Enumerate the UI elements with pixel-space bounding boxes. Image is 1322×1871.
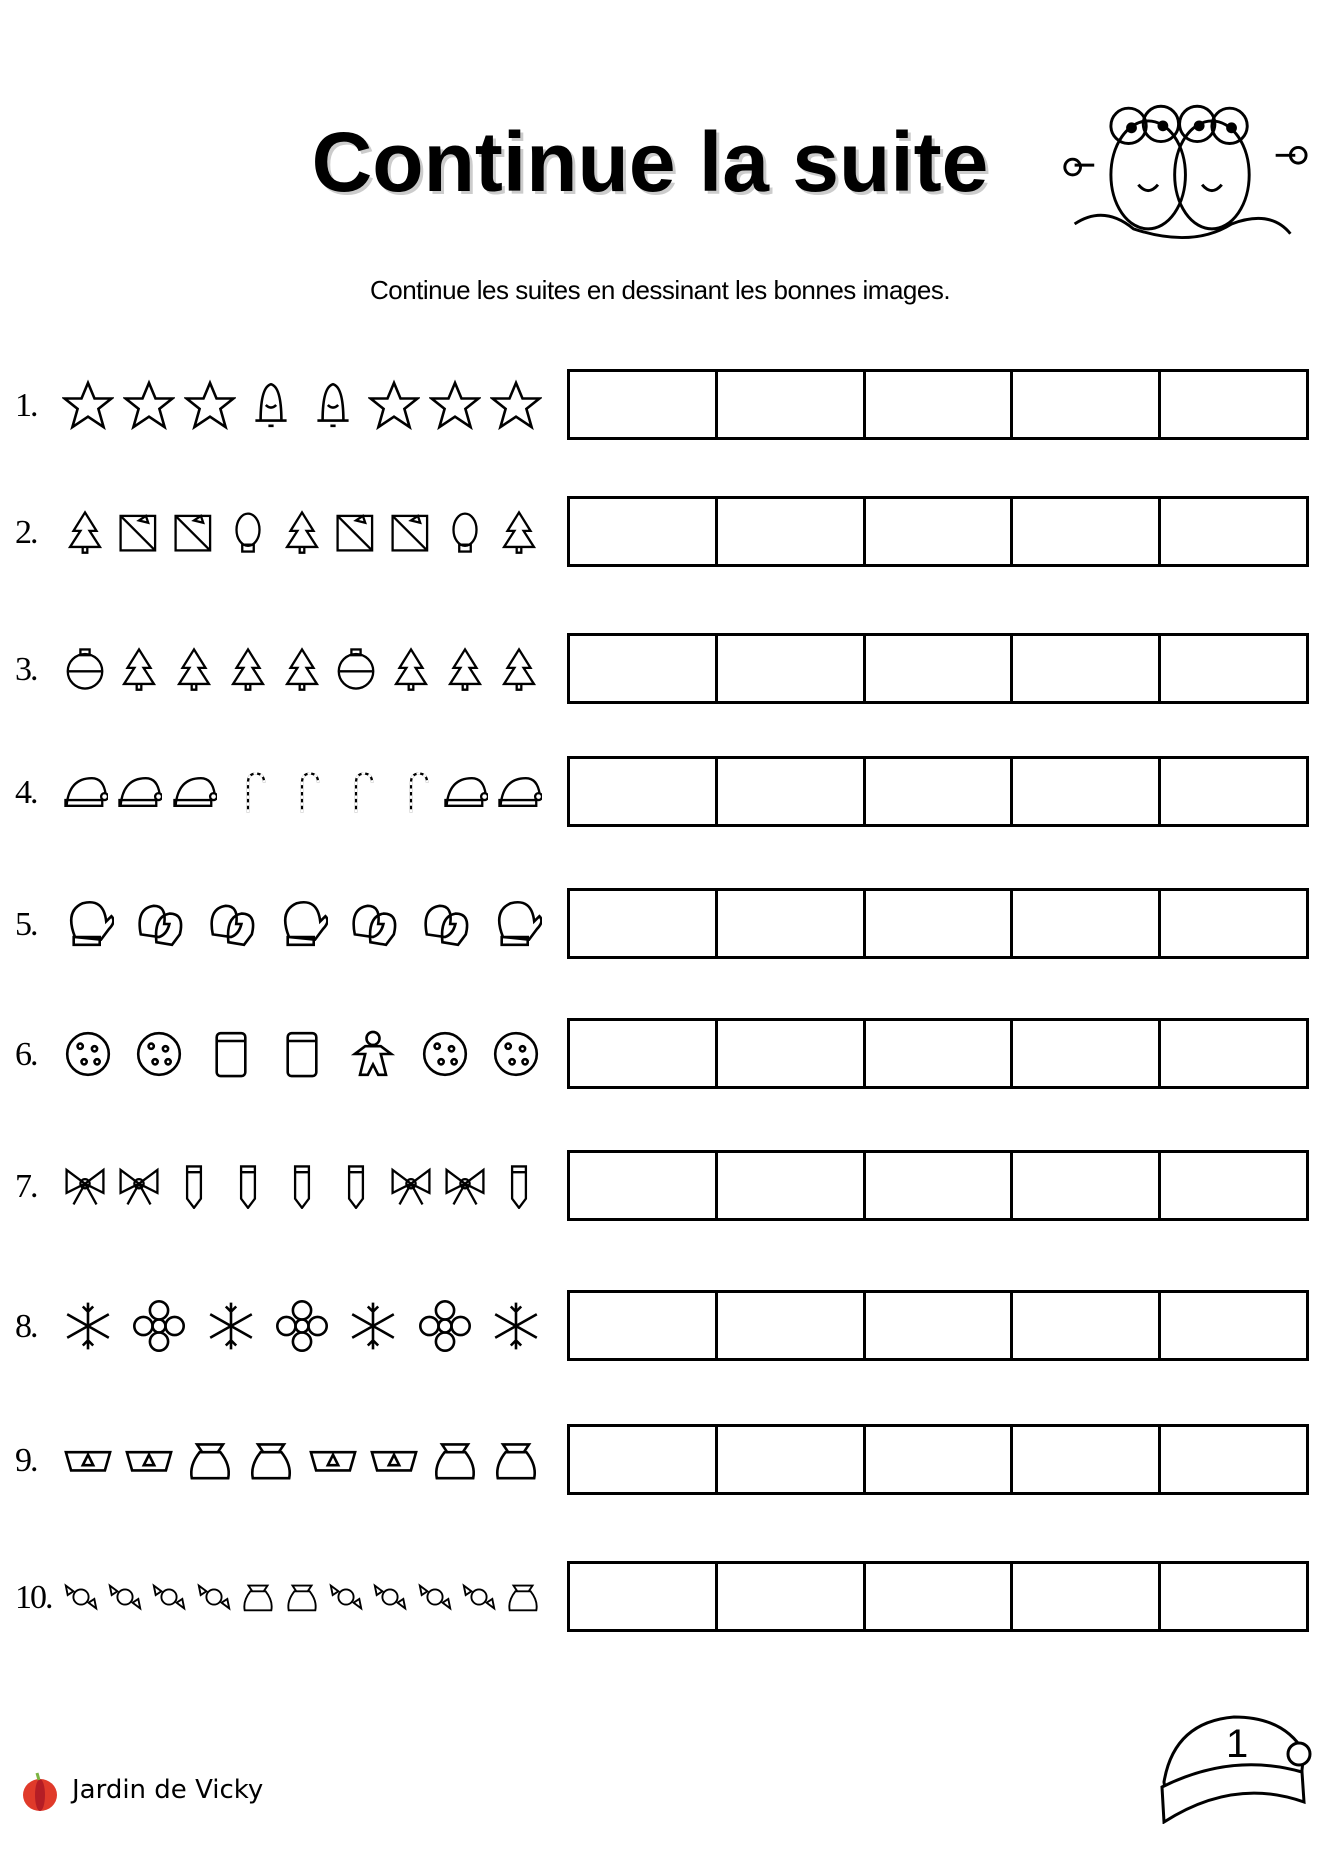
pattern-row (0, 1561, 1322, 1633)
answer-box[interactable] (1013, 759, 1161, 824)
candy-icon (460, 1578, 498, 1616)
bell-icon (307, 379, 359, 431)
answer-box[interactable] (570, 1293, 718, 1358)
crown-icon (368, 1434, 420, 1486)
pattern-sequence (62, 894, 542, 954)
answer-box[interactable] (1161, 499, 1306, 564)
answer-boxes (567, 1150, 1309, 1221)
pattern-row (0, 756, 1322, 828)
candy-cane-icon (388, 769, 434, 815)
answer-box[interactable] (866, 1293, 1014, 1358)
gingerbread-icon (347, 1028, 399, 1080)
candy-icon (150, 1578, 188, 1616)
tree-icon (279, 509, 325, 555)
ornament-icon (62, 646, 108, 692)
pattern-row (0, 1018, 1322, 1090)
pencil-icon (225, 1163, 271, 1209)
tree-icon (279, 646, 325, 692)
hat-icon (116, 769, 162, 815)
candy-cane-icon (333, 769, 379, 815)
hat-icon (62, 769, 108, 815)
answer-box[interactable] (570, 1021, 718, 1086)
answer-box[interactable] (1161, 372, 1306, 437)
brand-name: Jardin de Vicky (72, 1775, 264, 1805)
gift-icon (116, 509, 162, 555)
answer-box[interactable] (1161, 759, 1306, 824)
answer-box[interactable] (570, 759, 718, 824)
answer-box[interactable] (1013, 636, 1161, 701)
answer-box[interactable] (1013, 1427, 1161, 1492)
answer-boxes (567, 496, 1309, 567)
sack-icon (184, 1434, 236, 1486)
star-icon (62, 379, 114, 431)
tree-icon (116, 646, 162, 692)
star-icon (429, 379, 481, 431)
answer-boxes (567, 1424, 1309, 1495)
pattern-sequence (62, 1296, 542, 1356)
ornament-icon (333, 646, 379, 692)
pencil-icon (279, 1163, 325, 1209)
answer-box[interactable] (1161, 1293, 1306, 1358)
snowflake-icon (62, 1300, 114, 1352)
tree-icon (442, 646, 488, 692)
hat-icon (171, 769, 217, 815)
answer-boxes (567, 756, 1309, 827)
row-number: 3. (15, 651, 37, 688)
bow-icon (388, 1163, 434, 1209)
bow-icon (116, 1163, 162, 1209)
star-icon (184, 379, 236, 431)
answer-box[interactable] (718, 1293, 866, 1358)
answer-box[interactable] (866, 499, 1014, 564)
milk-icon (276, 1028, 328, 1080)
answer-box[interactable] (1013, 891, 1161, 956)
pattern-sequence (62, 1156, 542, 1216)
mittens-icon (133, 898, 185, 950)
cookie-icon (490, 1028, 542, 1080)
snowflake-icon (205, 1300, 257, 1352)
candy-icon (416, 1578, 454, 1616)
pencil-icon (171, 1163, 217, 1209)
bulb-icon (442, 509, 488, 555)
snowflake-icon (490, 1300, 542, 1352)
gift-icon (388, 509, 434, 555)
answer-boxes (567, 1290, 1309, 1361)
bell-icon (245, 379, 297, 431)
mittens-icon (205, 898, 257, 950)
answer-box[interactable] (718, 1153, 866, 1218)
hat-icon (442, 769, 488, 815)
gift-icon (171, 509, 217, 555)
page-title: Continue la suite (311, 115, 989, 209)
pattern-row (0, 369, 1322, 441)
answer-box[interactable] (866, 759, 1014, 824)
mittens-icon (347, 898, 399, 950)
sack-icon (429, 1434, 481, 1486)
answer-box[interactable] (718, 1021, 866, 1086)
pattern-sequence (62, 1024, 542, 1084)
answer-box[interactable] (1161, 1021, 1306, 1086)
answer-boxes (567, 369, 1309, 440)
row-number: 7. (15, 1168, 37, 1205)
tree-icon (496, 646, 542, 692)
answer-box[interactable] (718, 372, 866, 437)
answer-box[interactable] (866, 1153, 1014, 1218)
apple-logo-icon (20, 1772, 60, 1812)
mitten-icon (276, 898, 328, 950)
tree-icon (496, 509, 542, 555)
answer-box[interactable] (866, 1021, 1014, 1086)
flower-icon (133, 1300, 185, 1352)
pattern-sequence (62, 762, 542, 822)
pattern-row (0, 496, 1322, 568)
pattern-sequence (62, 502, 542, 562)
candy-icon (371, 1578, 409, 1616)
gift-icon (333, 509, 379, 555)
pattern-sequence (62, 1567, 542, 1627)
answer-box[interactable] (1161, 1564, 1306, 1629)
candy-cane-icon (279, 769, 325, 815)
mascot-illustration (1055, 95, 1310, 245)
answer-box[interactable] (1013, 1021, 1161, 1086)
tree-icon (388, 646, 434, 692)
candy-cane-icon (225, 769, 271, 815)
answer-box[interactable] (1161, 636, 1306, 701)
mittens-icon (419, 898, 471, 950)
row-number: 6. (15, 1036, 37, 1073)
pattern-row (0, 633, 1322, 705)
sack-icon (283, 1578, 321, 1616)
answer-box[interactable] (1161, 1427, 1306, 1492)
cookie-icon (62, 1028, 114, 1080)
answer-box[interactable] (718, 1427, 866, 1492)
hat-icon (496, 769, 542, 815)
row-number: 8. (15, 1308, 37, 1345)
row-number: 9. (15, 1442, 37, 1479)
page-number: 1 (1226, 1722, 1249, 1766)
pencil-icon (333, 1163, 379, 1209)
answer-box[interactable] (570, 1564, 718, 1629)
answer-box[interactable] (570, 499, 718, 564)
answer-boxes (567, 1561, 1309, 1632)
answer-box[interactable] (1013, 499, 1161, 564)
candy-icon (106, 1578, 144, 1616)
candy-icon (195, 1578, 233, 1616)
snowflake-icon (347, 1300, 399, 1352)
row-number: 5. (15, 906, 37, 943)
star-icon (490, 379, 542, 431)
answer-box[interactable] (718, 759, 866, 824)
pattern-row (0, 888, 1322, 960)
answer-box[interactable] (570, 636, 718, 701)
answer-boxes (567, 633, 1309, 704)
answer-box[interactable] (1161, 891, 1306, 956)
tree-icon (62, 509, 108, 555)
milk-icon (205, 1028, 257, 1080)
answer-box[interactable] (1161, 1153, 1306, 1218)
answer-box[interactable] (570, 891, 718, 956)
answer-box[interactable] (1013, 1153, 1161, 1218)
answer-box[interactable] (866, 372, 1014, 437)
crown-icon (307, 1434, 359, 1486)
sack-icon (245, 1434, 297, 1486)
answer-box[interactable] (866, 636, 1014, 701)
pattern-sequence (62, 1430, 542, 1490)
mitten-icon (490, 898, 542, 950)
sack-icon (490, 1434, 542, 1486)
answer-box[interactable] (718, 636, 866, 701)
answer-box[interactable] (866, 1427, 1014, 1492)
answer-boxes (567, 888, 1309, 959)
answer-box[interactable] (718, 891, 866, 956)
answer-box[interactable] (866, 1564, 1014, 1629)
answer-box[interactable] (718, 499, 866, 564)
crown-icon (123, 1434, 175, 1486)
candy-icon (62, 1578, 100, 1616)
bow-icon (62, 1163, 108, 1209)
row-number: 4. (15, 774, 37, 811)
star-icon (123, 379, 175, 431)
answer-box[interactable] (1013, 1564, 1161, 1629)
row-number: 2. (15, 514, 37, 551)
cookie-icon (133, 1028, 185, 1080)
answer-box[interactable] (866, 891, 1014, 956)
flower-icon (419, 1300, 471, 1352)
candy-icon (327, 1578, 365, 1616)
row-number: 1. (15, 387, 37, 424)
pattern-row (0, 1424, 1322, 1496)
instructions: Continue les suites en dessinant les bonnes images. (369, 275, 951, 305)
pattern-row (0, 1290, 1322, 1362)
answer-box[interactable] (1013, 372, 1161, 437)
answer-box[interactable] (570, 1427, 718, 1492)
pencil-icon (496, 1163, 542, 1209)
pattern-sequence (62, 639, 542, 699)
tree-icon (225, 646, 271, 692)
bulb-icon (225, 509, 271, 555)
cookie-icon (419, 1028, 471, 1080)
pattern-row (0, 1150, 1322, 1222)
sack-icon (239, 1578, 277, 1616)
answer-box[interactable] (570, 372, 718, 437)
flower-icon (276, 1300, 328, 1352)
tree-icon (171, 646, 217, 692)
answer-box[interactable] (1013, 1293, 1161, 1358)
star-icon (368, 379, 420, 431)
answer-box[interactable] (570, 1153, 718, 1218)
mitten-icon (62, 898, 114, 950)
answer-boxes (567, 1018, 1309, 1089)
pattern-sequence (62, 375, 542, 435)
answer-box[interactable] (718, 1564, 866, 1629)
row-number: 10. (15, 1579, 52, 1616)
crown-icon (62, 1434, 114, 1486)
bow-icon (442, 1163, 488, 1209)
sack-icon (504, 1578, 542, 1616)
